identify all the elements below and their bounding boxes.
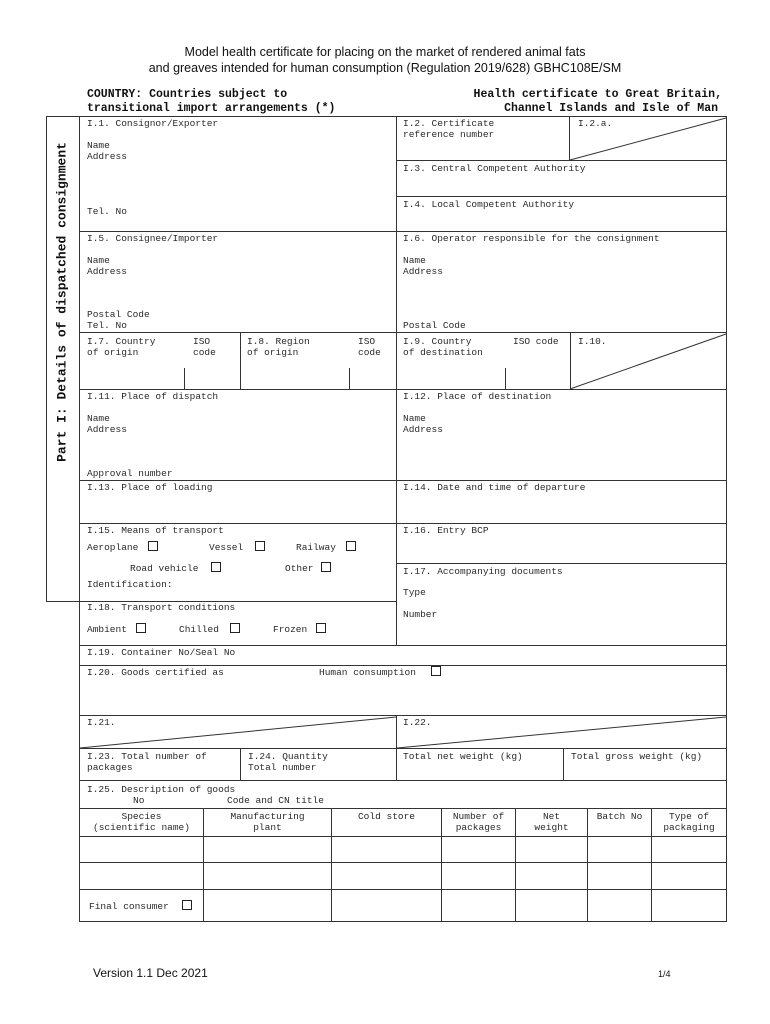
goods-col-header-plant-line-1: Manufacturing [230,811,305,822]
goods-col-header-packaging-line-2: packaging [663,822,715,833]
road-vehicle-checkbox[interactable] [211,562,221,572]
i17-number-label: Number [403,609,438,620]
goods-col-header-species-line-1: Species [121,811,162,822]
i23-label-line-1: I.23. Total number of [87,751,207,762]
total-gross-weight-label: Total gross weight (kg) [571,751,703,762]
i12-address-label: Address [403,424,443,435]
i21-strike-line [80,717,396,748]
i14-label: I.14. Date and time of departure [403,482,586,493]
i25-label: I.25. Description of goods [87,784,236,795]
i8-label-line-1: I.8. Region [247,336,310,347]
i5-label: I.5. Consignee/Importer [87,233,219,244]
i12-name-label: Name [403,413,426,424]
document-title-line-2: and greaves intended for human consumption (Regulation 2019/628) GBHC108E/SM [148,61,622,75]
i1-address-label: Address [87,151,127,162]
i15-railway-label: Railway [296,542,336,553]
i9-label-line-1: I.9. Country [403,336,472,347]
i21-label: I.21. [87,717,116,728]
i17-type-label: Type [403,587,426,598]
i11-label: I.11. Place of dispatch [87,391,219,402]
i7-label-line-2: of origin [87,347,139,358]
i2-label-line-2: reference number [403,129,495,140]
i6-name-label: Name [403,255,426,266]
goods-col-header-packages-line-1: Number of [452,811,505,822]
chilled-checkbox[interactable] [230,623,240,633]
country-heading-line-2: transitional import arrangements (*) [87,102,336,115]
i15-vessel-label: Vessel [209,542,244,553]
i18-ambient-label: Ambient [87,624,127,635]
certificate-heading-line-1: Health certificate to Great Britain, [473,88,722,101]
i11-address-label: Address [87,424,127,435]
i2-label-line-1: I.2. Certificate [403,118,495,129]
i22-label: I.22. [403,717,432,728]
i17-label: I.17. Accompanying documents [403,566,563,577]
i13-label: I.13. Place of loading [87,482,213,493]
country-heading-line-1: COUNTRY: Countries subject to [87,88,288,101]
i3-label: I.3. Central Competent Authority [403,163,586,174]
i6-label: I.6. Operator responsible for the consignment [403,233,660,244]
i22-strike-line [397,717,726,748]
i2a-label: I.2.a. [578,118,613,129]
i7-iso-label-line-1: ISO [193,336,211,347]
certificate-heading-line-2: Channel Islands and Isle of Man [504,102,718,115]
i19-label: I.19. Container No/Seal No [87,647,236,658]
i6-address-label: Address [403,266,443,277]
i7-label-line-1: I.7. Country [87,336,156,347]
aeroplane-checkbox[interactable] [148,541,158,551]
goods-col-header-species-line-2: (scientific name) [93,822,190,833]
i6-postal-label: Postal Code [403,320,466,331]
i1-label: I.1. Consignor/Exporter [87,118,219,129]
i18-label: I.18. Transport conditions [87,602,236,613]
goods-col-header-cold-store: Cold store [357,811,415,822]
ambient-checkbox[interactable] [136,623,146,633]
i5-name-label: Name [87,255,110,266]
i11-name-label: Name [87,413,110,424]
i8-iso-label-line-1: ISO [358,336,376,347]
railway-checkbox[interactable] [346,541,356,551]
i4-label: I.4. Local Competent Authority [403,199,575,210]
i9-iso-label: ISO code [513,336,559,347]
i12-label: I.12. Place of destination [403,391,552,402]
final-consumer-checkbox[interactable] [182,900,192,910]
i15-label: I.15. Means of transport [87,525,224,536]
i24-label-line-1: I.24. Quantity [248,751,328,762]
version-footer: Version 1.1 Dec 2021 [93,966,208,980]
goods-col-header-batch-no: Batch No [596,811,643,822]
i24-label-line-2: Total number [248,762,317,773]
i8-label-line-2: of origin [247,347,299,358]
i5-postal-label: Postal Code [87,309,150,320]
i7-iso-label-line-2: code [193,347,216,358]
part-one-sidebar-label: Part I: Details of dispatched consignment [54,142,70,462]
i1-name-label: Name [87,140,110,151]
i15-road-vehicle-label: Road vehicle [130,563,199,574]
i18-frozen-label: Frozen [273,624,308,635]
frozen-checkbox[interactable] [316,623,326,633]
i15-aeroplane-label: Aeroplane [87,542,139,553]
document-title-line-1: Model health certificate for placing on the market of rendered animal fats [184,45,586,59]
goods-col-header-packaging-line-1: Type of [669,811,709,822]
goods-col-header-plant-line-2: plant [253,822,282,833]
i9-label-line-2: of destination [403,347,483,358]
i10-label: I.10. [578,336,607,347]
i25-no-label: No [133,795,145,806]
i16-label: I.16. Entry BCP [403,525,489,536]
other-transport-checkbox[interactable] [321,562,331,572]
vessel-checkbox[interactable] [255,541,265,551]
i15-other-label: Other [285,563,314,574]
human-consumption-checkbox[interactable] [431,666,441,676]
goods-col-header-net-weight-line-2: weight [534,822,569,833]
i15-identification-label: Identification: [87,579,173,590]
i8-iso-label-line-2: code [358,347,381,358]
i5-address-label: Address [87,266,127,277]
i23-label-line-2: packages [87,762,133,773]
goods-col-header-packages-line-2: packages [455,822,502,833]
final-consumer-label: Final consumer [89,901,169,912]
i18-chilled-label: Chilled [179,624,219,635]
page-number: 1/4 [658,969,671,979]
i11-approval-label: Approval number [87,468,173,479]
total-net-weight-label: Total net weight (kg) [403,751,523,762]
i25-cn-title-label: Code and CN title [227,795,324,806]
goods-col-header-net-weight-line-1: Net [542,811,561,822]
i1-tel-label: Tel. No [87,206,127,217]
i20-label: I.20. Goods certified as [87,667,224,678]
i5-tel-label: Tel. No [87,320,127,331]
i20-human-consumption-label: Human consumption [319,667,416,678]
